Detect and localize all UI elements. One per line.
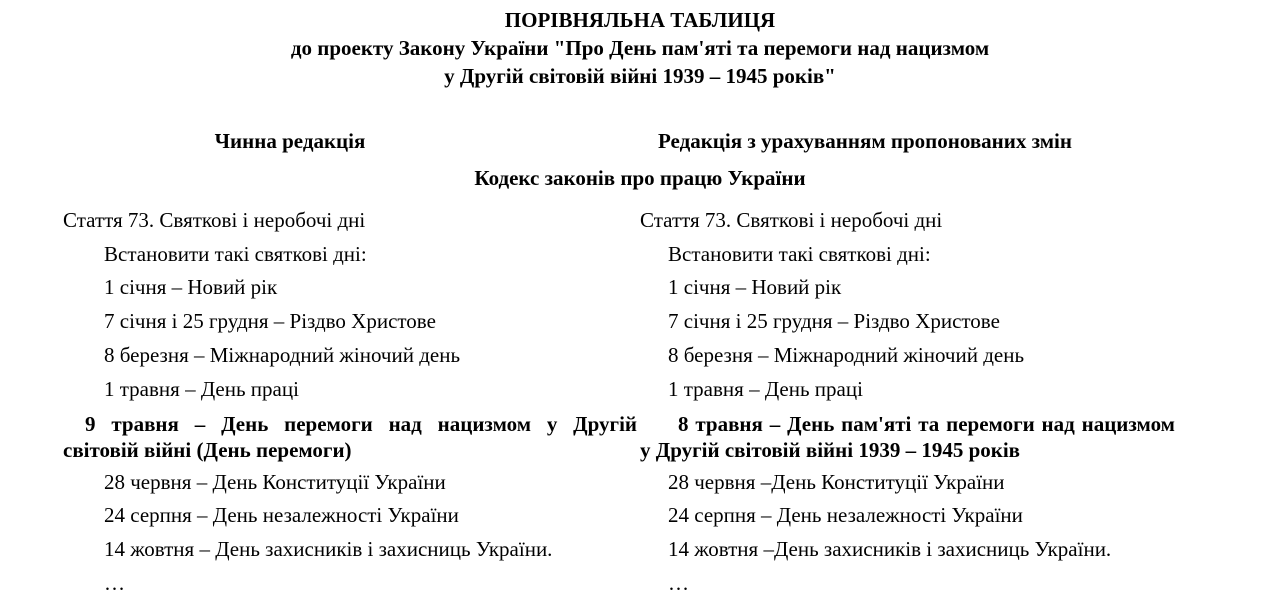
holiday-item: 7 січня і 25 грудня – Різдво Христове xyxy=(668,309,1000,333)
document-title-line-1: ПОРІВНЯЛЬНА ТАБЛИЦЯ xyxy=(504,8,776,32)
document-title xyxy=(0,6,1280,90)
holiday-item: 14 жовтня – День захисників і захисниць України. xyxy=(104,537,553,561)
intro-line: Встановити такі святкові дні: xyxy=(104,242,367,266)
highlighted-holiday-line-2: у Другій світовій війні 1939 – 1945 років xyxy=(640,438,1021,462)
holiday-item: 1 січня – Новий рік xyxy=(104,275,278,299)
holiday-item: 14 жовтня –День захисників і захисниць України. xyxy=(668,537,1112,561)
ellipsis-line: … xyxy=(104,571,125,595)
holiday-item: 7 січня і 25 грудня – Різдво Христове xyxy=(104,309,436,333)
holiday-item: 28 червня –День Конституції України xyxy=(668,470,1005,494)
column-header-current-edition: Чинна редакція xyxy=(214,129,366,153)
document-title-line-2: до проекту Закону України "Про День пам'яті та перемоги над нацизмом xyxy=(290,36,990,60)
holiday-item: 24 серпня – День незалежності України xyxy=(104,503,459,527)
holiday-item: 8 березня – Міжнародний жіночий день xyxy=(668,343,1025,367)
article-heading: Стаття 73. Святкові і неробочі дні xyxy=(63,208,366,232)
holiday-item: 1 травня – День праці xyxy=(104,377,299,401)
intro-line: Встановити такі святкові дні: xyxy=(668,242,931,266)
highlighted-holiday-line-1: 9 травня – День перемоги над нацизмом у Другій xyxy=(85,412,637,436)
holiday-item: 28 червня – День Конституції України xyxy=(104,470,446,494)
article-heading: Стаття 73. Святкові і неробочі дні xyxy=(640,208,943,232)
code-section-title: Кодекс законів про працю України xyxy=(474,166,806,190)
highlighted-holiday-line-2: світовій війні (День перемоги) xyxy=(63,438,352,462)
highlighted-holiday-line-1: 8 травня – День пам'яті та перемоги над нацизмом xyxy=(678,412,1175,436)
document-title-line-3: у Другій світовій війні 1939 – 1945 років" xyxy=(444,64,836,88)
holiday-item: 24 серпня – День незалежності України xyxy=(668,503,1023,527)
holiday-item: 1 січня – Новий рік xyxy=(668,275,842,299)
holiday-item: 8 березня – Міжнародний жіночий день xyxy=(104,343,461,367)
ellipsis-line: … xyxy=(668,571,689,595)
holiday-item: 1 травня – День праці xyxy=(668,377,863,401)
column-header-proposed-edition: Редакція з урахуванням пропонованих змін xyxy=(657,129,1072,153)
